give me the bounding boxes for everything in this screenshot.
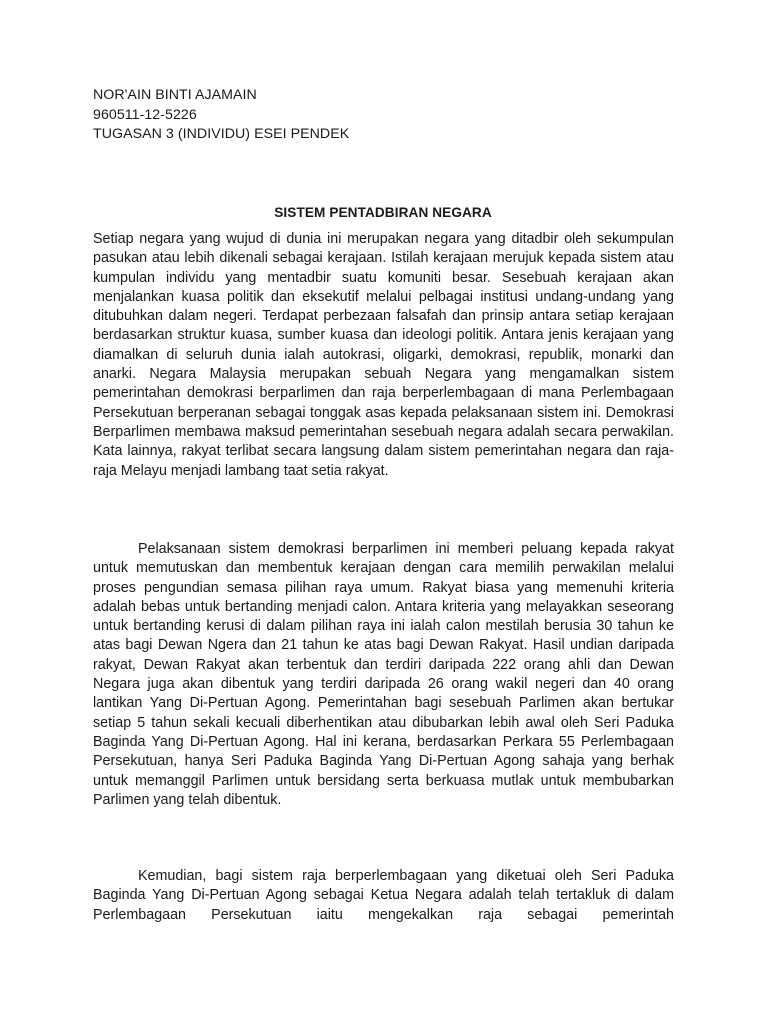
- assignment-label: TUGASAN 3 (INDIVIDU) ESEI PENDEK: [93, 126, 350, 142]
- paragraph-1: Setiap negara yang wujud di dunia ini merupakan negara yang ditadbir oleh sekumpulan pasukan atau lebih dikenali sebagai kerajaan. Istilah kerajaan merujuk kepada sistem atau kumpulan individu yang mentadbir suatu komuniti besar. Sesebuah kerajaan akan menjalankan kuasa politik dan eksekutif melalui pelbagai institusi undang-undang yang ditubuhkan dalam negeri. Terdapat perbezaan falsafah dan prinsip antara setiap kerajaan berdasarkan struktur kuasa, sumber kuasa dan ideologi politik. Antara jenis kerajaan yang diamalkan di seluruh dunia ialah autokrasi, oligarki, demokrasi, republik, monarki dan anarki. Negara Malaysia merupakan sebuah Negara yang mengamalkan sistem pemerintahan demokrasi berparlimen dan raja berperlembagaan di mana Perlembagaan Persekutuan berperanan sebagai tonggak asas kepada pelaksanaan sistem ini. Demokrasi Berparlimen membawa maksud pemerintahan sesebuah negara adalah secara perwakilan. Kata lainnya, rakyat terlibat secara langsung dalam sistem pemerintahan negara dan raja-raja Melayu menjadi lambang taat setia rakyat.: [93, 231, 674, 479]
- id-number: 960511-12-5226: [93, 106, 197, 123]
- paragraph-3: Kemudian, bagi sistem raja berperlembagaan yang diketuai oleh Seri Paduka Baginda Yang Di-Pertuan Agong sebagai Ketua Negara adalah telah tertakluk di dalam Perlembagaan Persekutuan iaitu mengekalkan raja sebagai pemerintah: [93, 868, 674, 923]
- essay-title: SISTEM PENTADBIRAN NEGARA: [274, 205, 492, 220]
- author-name: NOR'AIN BINTI AJAMAIN: [93, 87, 257, 103]
- paragraph-2: Pelaksanaan sistem demokrasi berparlimen ini memberi peluang kepada rakyat untuk memutuskan dan membentuk kerajaan dengan cara memilih perwakilan melalui proses pengundian semasa pilihan raya umum. Rakyat biasa yang memenuhi kriteria adalah bebas untuk bertanding menjadi calon. Antara kriteria yang melayakkan seseorang untuk bertanding kerusi di dalam pilihan raya ini ialah calon mestilah berusia 30 tahun ke atas bagi Dewan Ngera dan 21 tahun ke atas bagi Dewan Rakyat. Hasil undian daripada rakyat, Dewan Rakyat akan terbentuk dan terdiri daripada 222 orang ahli dan Dewan Negara juga akan dibentuk yang terdiri daripada 26 orang wakil negeri dan 40 orang lantikan Yang Di-Pertuan Agong. Pemerintahan bagi sesebuah Parlimen akan bertukar setiap 5 tahun sekali kecuali diberhentikan atau dibubarkan lebih awal oleh Seri Paduka Baginda Yang Di-Pertuan Agong. Hal ini kerana, berdasarkan Perkara 55 Perlembagaan Persekutuan, hanya Seri Paduka Baginda Yang Di-Pertuan Agong sahaja yang berhak untuk memanggil Parlimen untuk bersidang serta berkuasa mutlak untuk membubarkan Parlimen yang telah dibentuk.: [93, 541, 674, 808]
- document-header: [93, 86, 349, 145]
